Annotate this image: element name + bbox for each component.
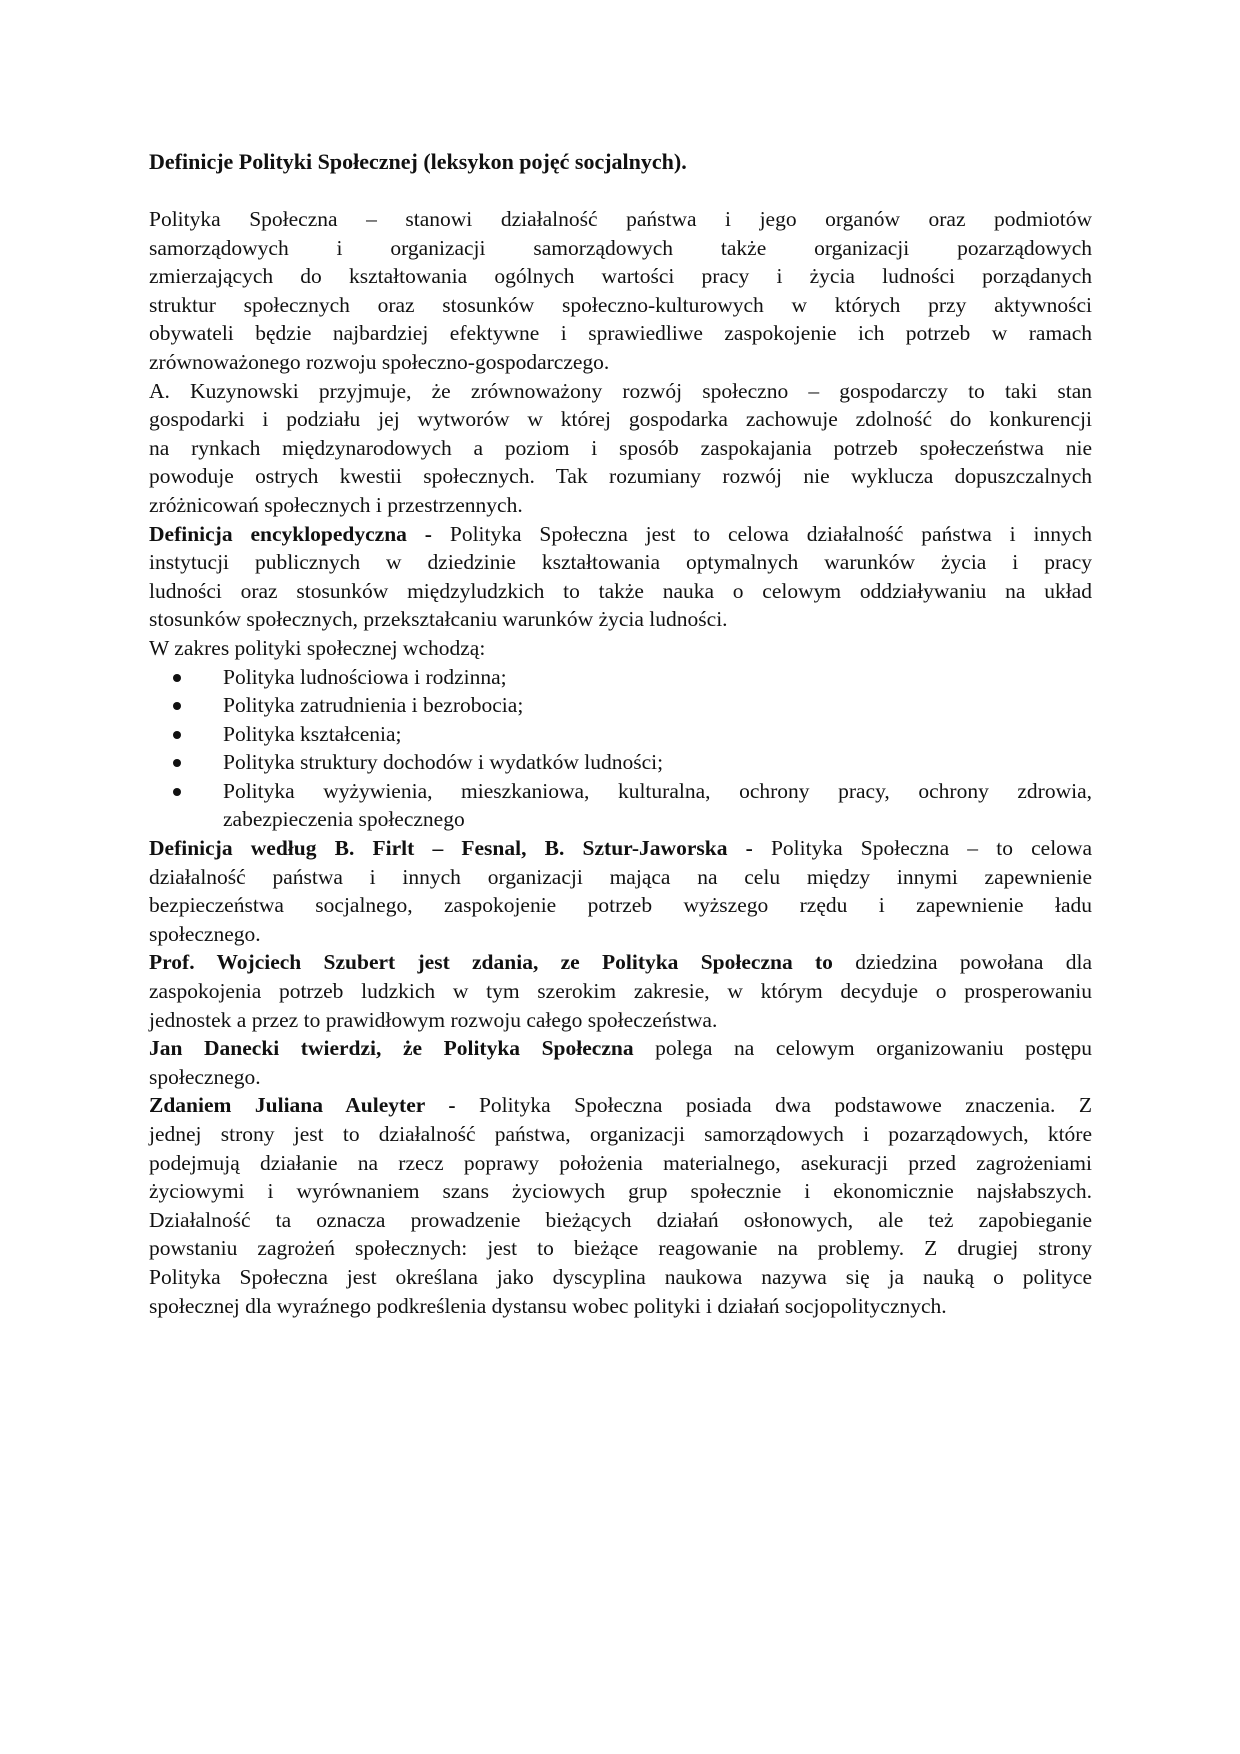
line-text: Polityka Społeczna jest określana jako dyscyplina naukowa nazywa się ja nauką o polityce: [149, 1264, 1092, 1289]
bullet-icon: [173, 702, 181, 710]
bold-lead: Prof. Wojciech Szubert jest zdania, ze Polityka Społeczna to: [149, 950, 833, 975]
line-text: jednostek a przez to prawidłowym rozwoju całego społeczeństwa.: [149, 1007, 718, 1032]
text-line: [149, 1206, 1092, 1235]
bold-lead: Jan Danecki twierdzi, że Polityka Społeczna: [149, 1036, 634, 1061]
text-line: [149, 291, 1092, 320]
text-line: [223, 777, 1092, 806]
text-line: [149, 462, 1092, 491]
text-line: [149, 891, 1092, 920]
paragraph: [149, 634, 1092, 663]
line-text: społecznego.: [149, 921, 261, 946]
line-text: samorządowych i organizacji samorządowych także organizacji pozarządowych: [149, 235, 1092, 260]
bullet-icon: [173, 788, 181, 796]
text-line: [149, 548, 1092, 577]
text-line: [149, 1091, 1092, 1120]
text-line: [149, 634, 1092, 663]
text-line: [149, 234, 1092, 263]
line-text: Polityka Społeczna – stanowi działalność państwa i jego organów oraz podmiotów: [149, 207, 1092, 231]
bold-lead: Zdaniem Juliana Auleyter -: [149, 1093, 456, 1118]
text-line: [149, 605, 1092, 634]
line-text: społecznej dla wyraźnego podkreślenia dystansu wobec polityki i działań socjopolitycznych.: [149, 1293, 947, 1318]
line-text: życiowymi i wyrównaniem szans życiowych grup społecznie i ekonomicznie najsłabszych.: [149, 1179, 1092, 1204]
bullet-item: [149, 691, 1092, 720]
text-line: [149, 491, 1092, 520]
text-line: [149, 1263, 1092, 1292]
line-text: zaspokojenia potrzeb ludzkich w tym szerokim zakresie, w którym decyduje o prosperowaniu: [149, 979, 1092, 1004]
line-text: obywateli będzie najbardziej efektywne i sprawiedliwe zaspokojenie ich potrzeb w ramach: [149, 321, 1092, 346]
text-line: [149, 319, 1092, 348]
document-title: Definicje Polityki Społecznej (leksykon pojęć socjalnych).: [149, 149, 687, 174]
line-text: Polityka zatrudnienia i bezrobocia;: [223, 693, 524, 718]
paragraph: [149, 520, 1092, 634]
text-line: [149, 863, 1092, 892]
text-line: [149, 920, 1092, 949]
line-text: jednej strony jest to działalność państwa, organizacji samorządowych i pozarządowych, które: [149, 1122, 1092, 1146]
line-text: Polityka wyżywienia, mieszkaniowa, kulturalna, ochrony pracy, ochrony zdrowia,: [223, 778, 1092, 803]
paragraph: [149, 377, 1092, 520]
text-line: [149, 1292, 1092, 1321]
line-text: polega na celowym organizowaniu postępu: [633, 1036, 1093, 1061]
text-line: [149, 1006, 1092, 1035]
line-text: zmierzających do kształtowania ogólnych wartości pracy i życia ludności porządanych: [149, 264, 1092, 289]
bullet-icon: [173, 731, 181, 739]
bullet-item: [149, 748, 1092, 777]
line-text: W zakres polityki społecznej wchodzą:: [149, 635, 486, 660]
line-text: instytucji publicznych w dziedzinie kształtowania optymalnych warunków życia i pracy: [149, 550, 1092, 575]
line-text: powstaniu zagrożeń społecznych: jest to bieżące reagowanie na problemy. Z drugiej strony: [149, 1236, 1092, 1261]
text-line: [149, 405, 1092, 434]
text-line: [149, 1149, 1092, 1178]
line-text: powoduje ostrych kwestii społecznych. Tak rozumiany rozwój nie wyklucza dopuszczalnych: [149, 464, 1092, 489]
line-text: A. Kuzynowski przyjmuje, że zrównoważony rozwój społeczno – gospodarczy to taki stan: [149, 378, 1092, 403]
bullet-item: [149, 777, 1092, 834]
text-line: [149, 948, 1092, 977]
line-text: podejmują działanie na rzecz poprawy położenia materialnego, asekuracji przed zagrożeniami: [149, 1150, 1092, 1175]
line-text: społecznego.: [149, 1064, 261, 1089]
line-text: Polityka Społeczna jest to celowa działalność państwa i innych: [431, 521, 1093, 546]
bullet-list: [149, 663, 1092, 835]
text-line: [149, 1177, 1092, 1206]
text-line: [149, 577, 1092, 606]
line-text: ludności oraz stosunków międzyludzkich to także nauka o celowym oddziaływaniu na układ: [149, 578, 1092, 603]
paragraph: [149, 834, 1092, 948]
line-text: zabezpieczenia społecznego: [223, 807, 465, 832]
line-text: działalność państwa i innych organizacji mająca na celu między innymi zapewnienie: [149, 864, 1092, 889]
bullet-item: [149, 720, 1092, 749]
text-line: [223, 805, 1092, 834]
text-line: [223, 691, 1092, 720]
line-text: dziedzina powołana dla: [832, 950, 1092, 975]
text-line: [223, 748, 1092, 777]
text-line: [149, 1034, 1092, 1063]
paragraph: [149, 948, 1092, 1034]
text-line: [149, 834, 1092, 863]
bullet-item: [149, 663, 1092, 692]
line-text: struktur społecznych oraz stosunków społeczno-kulturowych w których przy aktywności: [149, 292, 1092, 317]
line-text: Polityka Społeczna posiada dwa podstawowe znaczenia. Z: [455, 1093, 1092, 1118]
text-line: [149, 377, 1092, 406]
text-line: [149, 520, 1092, 549]
text-line: [149, 205, 1092, 234]
bold-lead: Definicja encyklopedyczna -: [149, 521, 432, 546]
line-text: Polityka ludnościowa i rodzinna;: [223, 664, 507, 689]
line-text: zrównoważonego rozwoju społeczno-gospodarczego.: [149, 349, 610, 374]
text-line: [223, 720, 1092, 749]
text-line: [149, 434, 1092, 463]
line-text: zróżnicowań społecznych i przestrzennych.: [149, 492, 523, 517]
line-text: Działalność ta oznacza prowadzenie bieżących działań osłonowych, ale też zapobieganie: [149, 1207, 1092, 1232]
paragraph: [149, 1034, 1092, 1091]
paragraph: [149, 1091, 1092, 1320]
paragraph: [149, 205, 1092, 377]
line-text: bezpieczeństwa socjalnego, zaspokojenie potrzeb wyższego rzędu i zapewnienie ładu: [149, 893, 1092, 918]
text-line: [149, 1063, 1092, 1092]
line-text: gospodarki i podziału jej wytworów w której gospodarka zachowuje zdolność do konkurencji: [149, 407, 1092, 432]
text-line: [149, 262, 1092, 291]
line-text: Polityka kształcenia;: [223, 721, 402, 746]
text-line: [149, 1120, 1092, 1149]
bullet-icon: [173, 674, 181, 682]
document-body: [149, 205, 1092, 1320]
text-line: [149, 977, 1092, 1006]
text-line: [149, 348, 1092, 377]
line-text: na rynkach międzynarodowych a poziom i sposób zaspokajania potrzeb społeczeństwa nie: [149, 435, 1092, 460]
line-text: Polityka Społeczna – to celowa: [752, 836, 1092, 861]
line-text: stosunków społecznych, przekształcaniu warunków życia ludności.: [149, 607, 728, 632]
bold-lead: Definicja według B. Firlt – Fesnal, B. Sztur-Jaworska -: [149, 836, 753, 861]
line-text: Polityka struktury dochodów i wydatków ludności;: [223, 750, 664, 775]
text-line: [149, 1234, 1092, 1263]
bullet-icon: [173, 759, 181, 767]
text-line: [223, 663, 1092, 692]
